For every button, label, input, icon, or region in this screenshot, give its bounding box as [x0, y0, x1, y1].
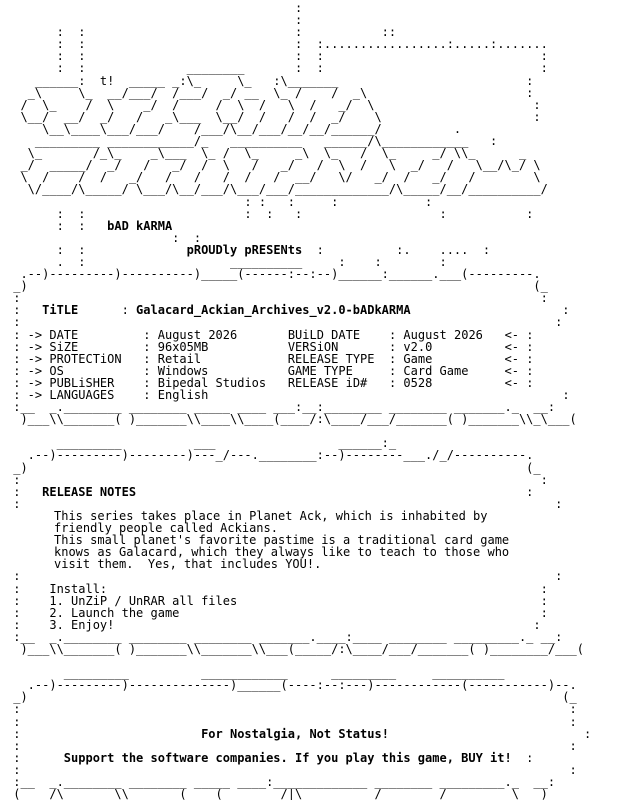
- ascii-logo: : : : : : :: : : : :.................:.....:....... : : : : : : : ________ : : : ______: t! _____ _:\_ \_ :\_______ : _\ \_ __/___/ /___/ _/ __ \_ / / _\ : / \_ / \ _/ / / \ / \ / _/ \ : \__/ __/ _/ / _\___ \__/ / / / _/ \ : \__\____\___/___/ /___/\__/___/__/__/______/ . _________ ____________/_ __________ ______/\____________ : \_ /_\_ _\___ \_ / \_ _\ \_ / \_ _/ \\_ _ _/ _____/ _/ / _/ / \ / _/ / \ / \ _/ / \__/\_/ \ \ / / / _/ / / / / / __/ \/ _/ / _/ / \ \/____/\_____/ \___/\__/___/\___/___/_____________/\_____/__/__________/ : : : : : : : : : : : : : :: [20, 2, 548, 233]
- field-date-label: DATE: [49, 327, 79, 342]
- field-release-id-label: RELEASE iD#: [287, 375, 368, 390]
- field-os-label: OS: [49, 363, 64, 378]
- field-version-value: v2.0: [403, 339, 433, 354]
- field-publisher-value: Bipedal Studios: [157, 375, 267, 390]
- field-version-label: VERSiON: [287, 339, 339, 354]
- field-size-label: SiZE: [49, 339, 79, 354]
- install-step-1: 1. UnZiP / UnRAR all files: [49, 593, 238, 608]
- install-step-2: 2. Launch the game: [49, 605, 180, 620]
- install-heading: Install:: [49, 581, 108, 596]
- field-languages-label: LANGUAGES: [49, 388, 115, 402]
- field-os-value: Windows: [157, 363, 209, 378]
- field-game-type-value: Card Game: [403, 363, 469, 378]
- field-game-type-label: GAME TYPE: [287, 363, 353, 378]
- field-release-id-value: 0528: [403, 375, 433, 390]
- footer-support-message: Support the software companies. If you play this game, BUY it!: [63, 750, 512, 765]
- title-label: TiTLE: [42, 303, 79, 318]
- field-protection-label: PROTECTiON: [49, 351, 122, 366]
- release-notes-body: This series takes place in Planet Ack, which is inhabited by friendly people called Ackians. This small planet's favorite pastime is a traditional card game knows as Galacard, which they always like to teach to those who visit them. Yes, that includes YOU!.: [54, 508, 510, 572]
- release-notes-heading: RELEASE NOTES: [42, 484, 137, 499]
- field-release-type-value: Game: [403, 351, 433, 366]
- notes-box-bottom-border: :__ _.________ ________ ________ _______.____:____ ________ _________._ __: )___\\_______( )_______\\_______\\___(_____/:\____/___/_______( )________/___(: [13, 629, 584, 656]
- install-step-3: 3. Enjoy!: [49, 617, 115, 632]
- field-languages-value: English: [157, 388, 209, 402]
- footer-box-bottom-border: :__ _.________ ________ _____ ____:_____________ ________ _________._ __: (____/\_______\\_______(____(________/|\__________/________/_________\___): [13, 775, 556, 801]
- presents-line: pROUDly pRESENts: [186, 242, 303, 257]
- field-publisher-label: PUBLiSHER: [49, 375, 115, 390]
- field-release-type-label: RELEASE TYPE: [287, 351, 375, 366]
- info-box-bottom-border: :__ _.________ ________ _____ ____ ___:__:________ ________ _______._ __: )___\\_______( )_______\\____\\____(____/:\____/___/_______( )_______\\_\___(: [13, 400, 577, 427]
- field-build-date-label: BUiLD DATE: [287, 327, 361, 342]
- release-title: Galacard_Ackian_Archives_v2.0-bADkARMA: [136, 303, 411, 318]
- field-protection-value: Retail: [157, 351, 202, 366]
- field-size-value: 96x05MB: [157, 339, 209, 354]
- footer-box-top-border: _________ ____________ _________ __________ .--)---------)--------------)______(----:--:---)------------(-----------)--. _) (_ : :: [13, 666, 577, 717]
- group-name: bAD kARMA: [107, 218, 173, 233]
- field-build-date-value: August 2026: [403, 327, 483, 342]
- nfo-document: : : : : : :: : : : :.................:.....:....... : : : : : : : ________ : : : ______: t! _____ _:\_ \_ :\_______ : _\ \_ __/___/ /___/ _/ __ \_ / / _\ : / \_ / \ _/ / / \ / \ / _/ \ : \__/ __/ _/ / _\___ \__/ / / / _/ \ : \__\____\___/___/ /___/\__/___/__/__/______/ . _________ ____________/_ __________ ______/\____________ : \_ /_\_ _\___ \_ / \_ _\ \_ / \_ _/ \\_ _ _/ _____/ _/ / _/ / \ / _/ / \ / \ _/ / \__/\_/ \ \ / / / _/ / / / / / __/ \/ _/ / _/ / \ \/____/\_____/ \___/\__/___/\___/___/_____________/\_____/__/__________/ : : : : : : : : : : : : : : bAD kARMA : : : : pROUDly pRESENts : :. .... : . : __________ : : : .--)---------)----------)_____(------:--:--)______:______.___(---------. _) (_ : : : TiTLE : Galacard_Ackian_Archives_v2.0-bADkARMA : : : : -> DATE : August 2026 BUiLD DATE : August 2026 <- : : -> SiZE : 96x05MB VERSiON : v2.0 <- : : -> PROTECTiON : Retail RELEASE TYPE : Game <- : : -> OS : Windows GAME TYPE : Card Game <- : : -> PUBLiSHER : Bipedal Studios RELEASE iD# : 0528 <- : : -> LANGUAGES : English : :__ _.________ ________ _____ ____ ___:__:________ ________ _______._ __: )___\\_______( )_______\\____\\____(____/:\____/___/_______( )_______\\_\___( _________ ___ ______:_ .--)---------)--------)---_/---.________:--)--------___./_/----------. _) (_ : : : RELEASE NOTES : : : This series takes place in Planet Ack, which is inhabited by friendly people called Ackians. This small planet's favorite pastime is a traditional card game knows as Galacard, which they always like to teach to those who visit them. Yes, that includes YOU!. : : : Install: : : 1. UnZiP / UnRAR all files : : 2. Launch the game : : 3. Enjoy! : :__ _.________ ________ ________ _______.____:____ ________ _________._ __: )___\\_______( )_______\\_______\\___(_____/:\____/___/_______( )________/___( _________ ____________ _________ __________ .--)---------)--------------)______(----:--:---)------------(-----------)--. _) (_ : : : : : For Nostalgia, Not Status! : : : : Support the software companies. If you play this game, BUY it! : : : :__ _.________ ________ _____ ____:_____________ ________ _________._ __: (____/\_______\\_______(____(________/|\__________/________/_________\___): [6, 2, 620, 800]
- field-date-value: August 2026: [157, 327, 238, 342]
- info-box-top-border: .--)---------)----------)_____(------:--:--)______:______.___(---------. _) (_ : :: [13, 267, 548, 306]
- footer-slogan: For Nostalgia, Not Status!: [201, 726, 389, 741]
- notes-box-top-border: _________ ___ ______:_ .--)---------)--------)---_/---.________:--)--------___./_/----------. _) (_ : :: [13, 436, 548, 487]
